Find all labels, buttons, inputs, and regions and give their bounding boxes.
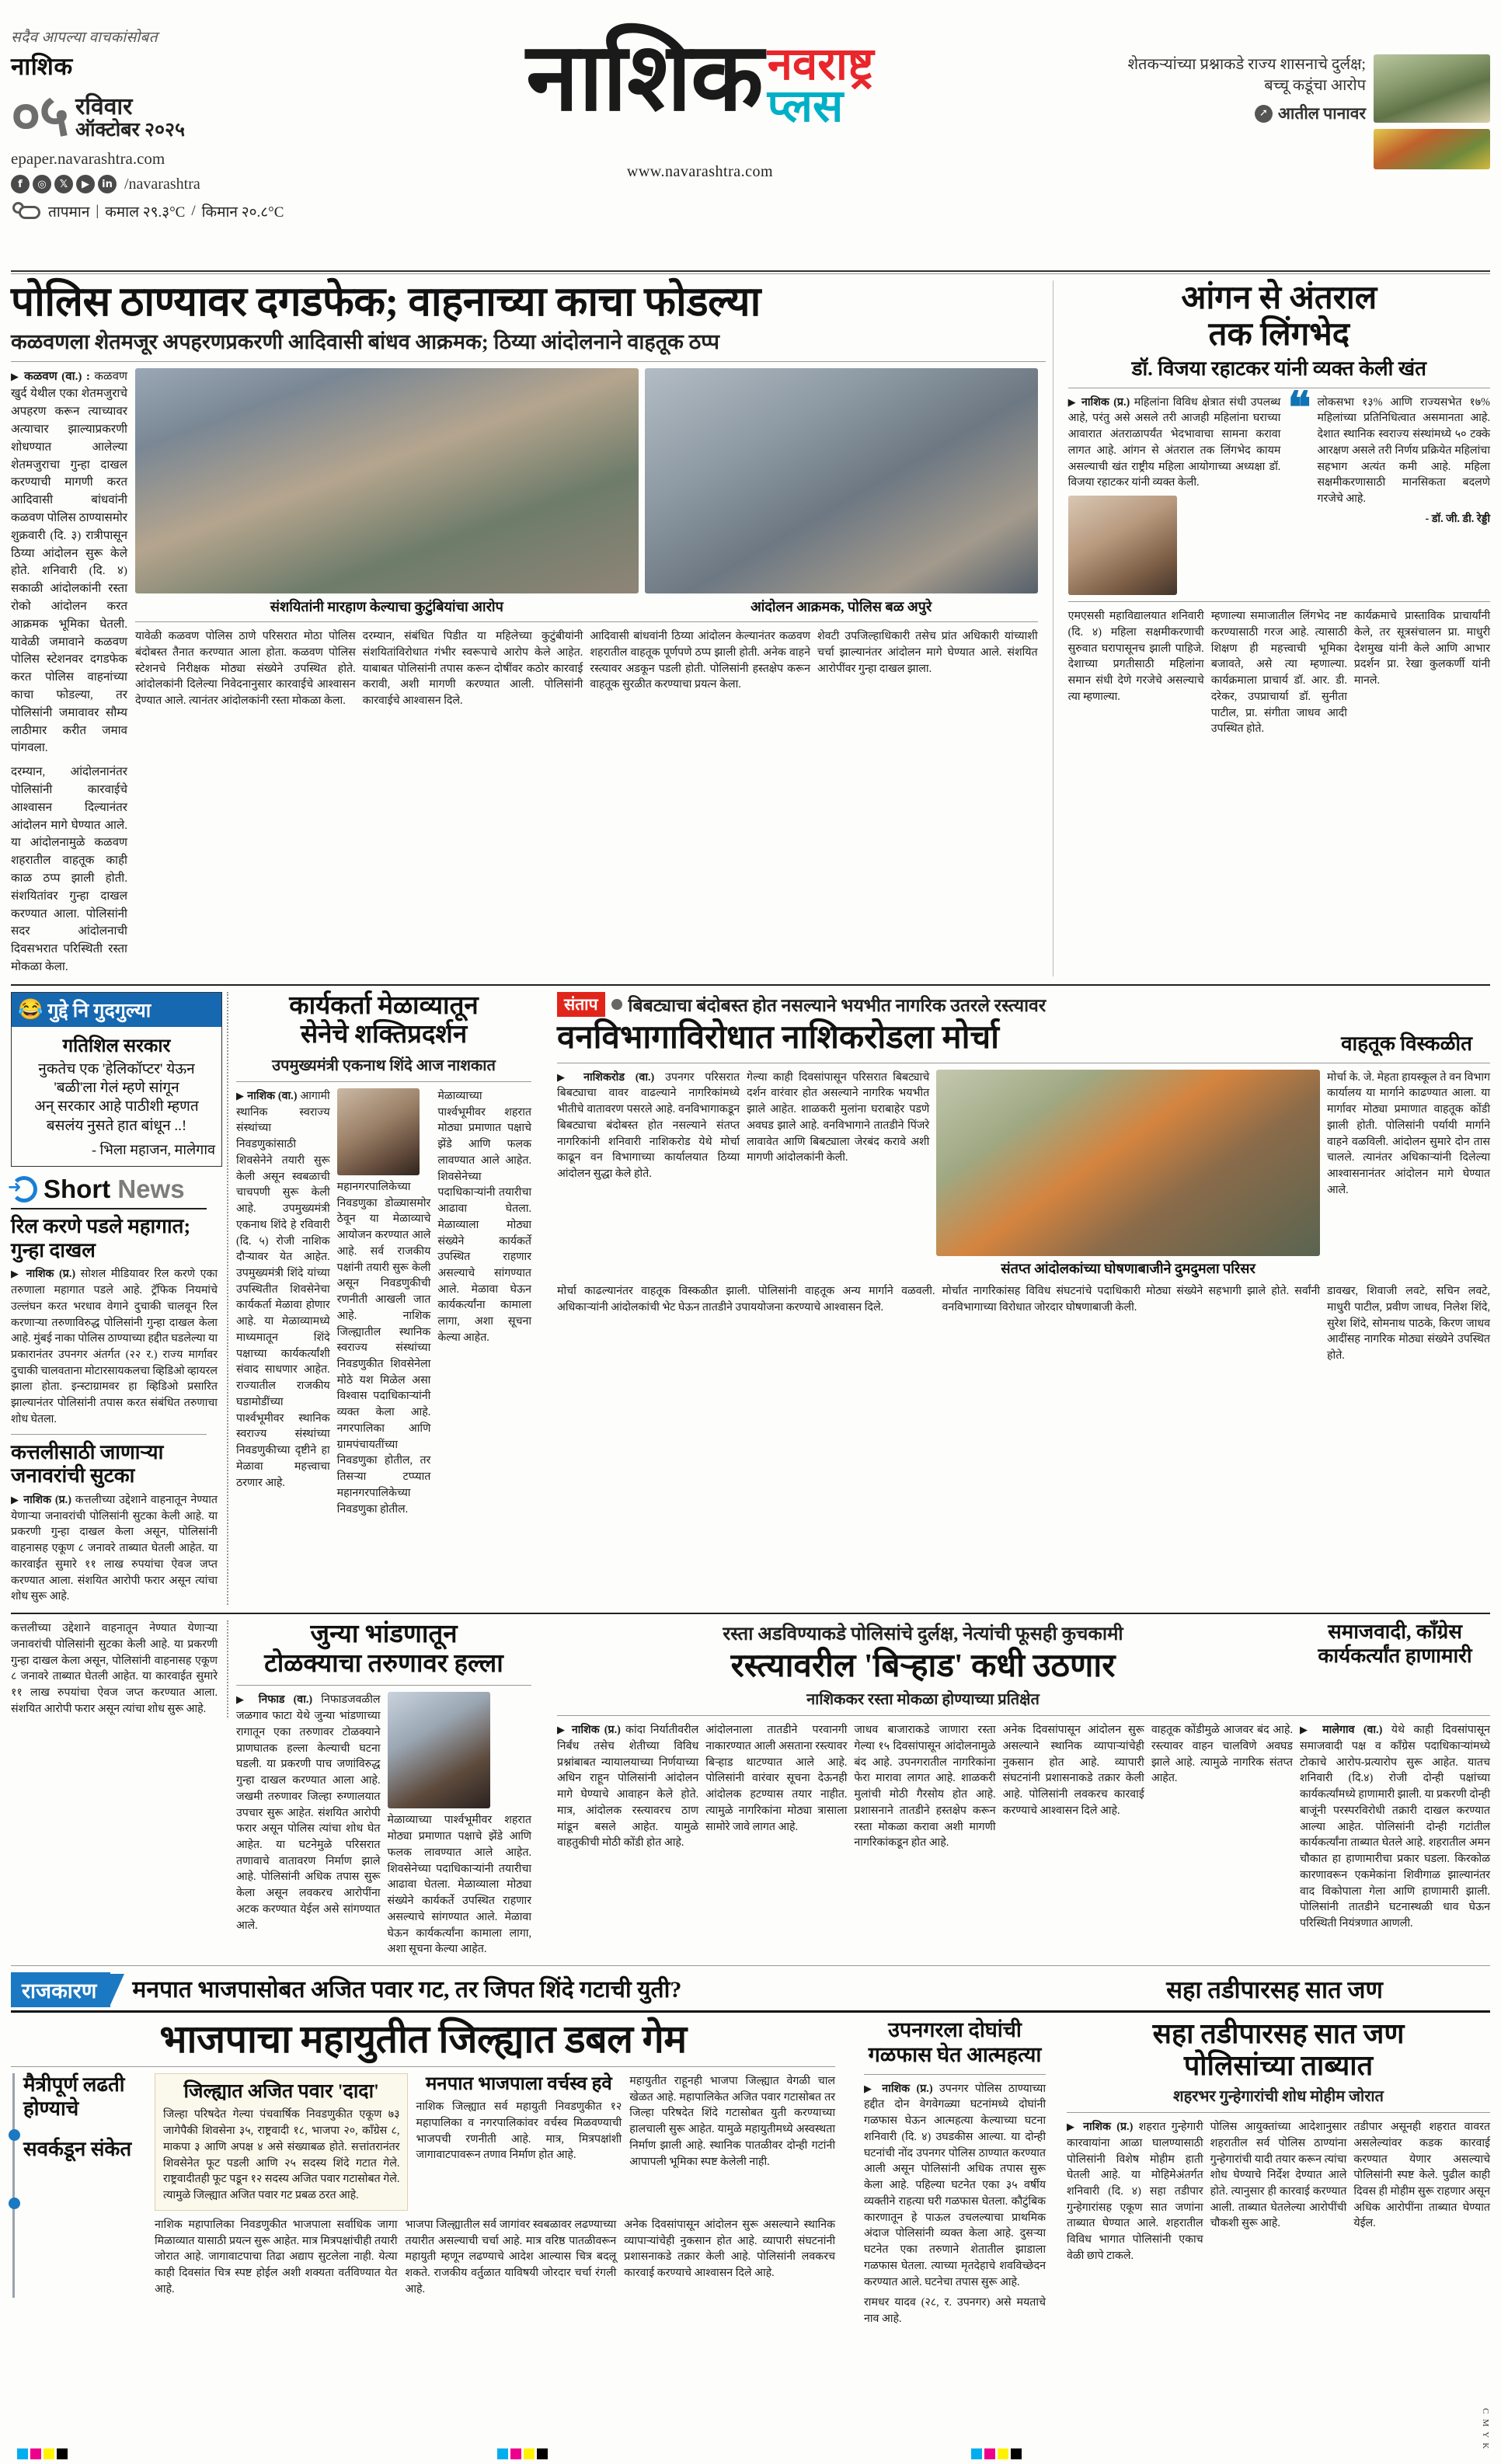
suicide-story: उपनगरला दोघांची गळफास घेत आत्महत्या ▶ नाशिक (प्र.) उपनगर पोलिस ठाण्याच्या हद्दीत दोन वेगवेगळ्या घटनांमध्ये दोघांनी गळफास घेऊन आत्महत्या केल्याच्या घटना शनिवारी (दि. ४) उघडकीस आल्या. या दोन्ही घटनांची नोंद उपनगर पोलिस ठाण्यात करण्यात आली असून पोलिसांनी अधिक तपास सुरू केला आहे. पहिल्या घटनेत एका ३५ वर्षीय व्यक्तीने राहत्या घरी गळफास घेतला. कौटुंबिक कारणातून हे पाऊल उचलल्याचा प्राथमिक अंदाज पोलिसांनी व्यक्त केला आहे. दुसऱ्या घटनेत एका तरुणाने शेतातील झाडाला गळफास घेतला. त्याच्या मृतदेहाचे शवविच्छेदन करण्यात आले. घटनेचा तपास सुरू आहे. रामधर यादव (२८, र. उपनगर) असे मयताचे नाव आहे. bbox=[858, 2018, 1052, 2327]
morcha-kicker: बिबट्याचा बंदोबस्त होत नसल्याने भयभीत नागरिक उतरले रस्त्यावर bbox=[628, 995, 1047, 1015]
bjp-col-1: महायुतीत राहूनही भाजपा जिल्ह्यात वेगळी चाल खेळत आहे. महापालिकेत अजित पवार गटासोबत तर जिल्हा परिषदेत शिंदे गटासोबत युती करण्याच्या हालचाली सुरू आहेत. यामुळे महायुतीमध्ये अस्वस्थता निर्माण झाली आहे. स्थानिक पातळीवर दोन्ही गटांनी आपापली भूमिका स्पष्ट केलेली नाही. bbox=[629, 2074, 835, 2168]
police-headline-line1: सहा तडीपारसह सात जण bbox=[1166, 1975, 1383, 2003]
bjp-info-box bbox=[155, 2073, 408, 2211]
logo-brand-plus: प्लस bbox=[767, 81, 844, 132]
left-rail bbox=[11, 992, 228, 1605]
promo-text: शेतकऱ्यांच्या प्रश्नाकडे राज्य शासनाचे दुर्लक्ष; बच्चू कडूंचा आरोप bbox=[1127, 56, 1366, 94]
arrow-icon: ➚ bbox=[1255, 105, 1273, 123]
joke-box bbox=[11, 992, 222, 1167]
lingbhed-body bbox=[1068, 608, 1490, 737]
short-news-header bbox=[11, 1175, 227, 1204]
socialist-dateline: मालेगाव (वा.) bbox=[1322, 1724, 1383, 1737]
attack-headline-line2: टोळक्याचा तरुणावर हल्ला bbox=[264, 1649, 503, 1678]
lead-story bbox=[11, 280, 1046, 976]
sun-cloud-icon bbox=[11, 201, 42, 221]
date-number: ०५ bbox=[11, 85, 68, 148]
lead-caption-left: संशयितांनी मारहाण केल्याचा कुटुंबियांचा आरोप bbox=[270, 598, 503, 614]
suicide-headline-line1: उपनगरला दोघांची bbox=[888, 2017, 1022, 2041]
temp-label: तापमान bbox=[48, 204, 90, 221]
bjp-col-3: भाजपा जिल्ह्यातील सर्व जागांवर स्वबळावर लढण्याच्या तयारीत असल्याची चर्चा आहे. मात्र वरिष्ठ पातळीवरून महायुती म्हणून लढण्याचे आदेश आल्यास चित्र बदलू शकते. राजकीय वर्तुळात याविषयी जोरदार चर्चा रंगली आहे. bbox=[405, 2218, 617, 2295]
morcha-col-2: गेल्या काही दिवसांपासून परिसरात बिबट्याचे दर्शन वारंवार होत असल्याने नागरिक भयभीत झाले आहेत. शाळकरी मुलांना घराबाहेर पडणे अवघड झाले आहे. वनविभागाने तातडीने पिंजरे लावावेत आणि बिबट्याला जेरबंद करावे अशी मागणी आंदोलकांनी केली. bbox=[747, 1070, 930, 1164]
morcha-side-headline: वाहतूक विस्कळीत bbox=[1341, 1032, 1472, 1056]
lingbhed-headline-line1: आंगन से अंतराल bbox=[1181, 280, 1377, 316]
lingbhed-headline-line2: तक लिंगभेद bbox=[1208, 317, 1350, 353]
bjp-col-4: अनेक दिवसांपासून आंदोलन सुरू असल्याने स्थानिक व्यापाऱ्यांचेही नुकसान होत आहे. व्यापारी संघटनांनी प्रशासनाकडे तक्रार केली आहे. पोलिसांनी लवकरच कारवाई करण्याचे आश्वासन दिले आहे. bbox=[624, 2218, 836, 2280]
shinde-col-3: मेळाव्याच्या पार्श्वभूमीवर शहरात मोठ्या प्रमाणात पक्षाचे झेंडे आणि फलक लावण्यात आले आहेत. शिवसेनेच्या पदाधिकाऱ्यांनी तयारीचा आढावा घेतला. मेळाव्याला मोठ्या संख्येने कार्यकर्ते उपस्थित राहणार असल्याचे सांगण्यात आले. मेळावा घेऊन कार्यकर्त्यांना कामाला लागा, अशा सूचना केल्या आहेत. bbox=[437, 1089, 532, 1344]
bjp-col-2: नाशिक महापालिका निवडणुकीत भाजपाला सर्वाधिक जागा मिळाव्यात यासाठी प्रयत्न सुरू आहेत. मात्र मित्रपक्षांचीही तयारी जोरात आहे. जागावाटपाचा तिढा अद्याप सुटलेला नाही. येत्या काही दिवसांत चित्र स्पष्ट होईल अशी शक्यता वर्तविण्यात येत आहे. bbox=[155, 2218, 398, 2295]
socialist-headline-line2: कार्यकर्त्यांत हाणामारी bbox=[1318, 1644, 1472, 1667]
masthead-right bbox=[1109, 9, 1490, 169]
cmyk-bar-right bbox=[971, 2448, 1022, 2459]
logo-brand-navarashtra: नवराष्ट्र bbox=[767, 39, 874, 89]
joke-box-header bbox=[12, 993, 221, 1027]
lingbhed-subhead: डॉ. विजया रहाटकर यांनी व्यक्त केली खंत bbox=[1131, 357, 1427, 381]
bjp-box-body: जिल्हा परिषदेत गेल्या पंचवार्षिक निवडणुकीत एकूण ७३ जागेपैकी शिवसेना ३५, राष्ट्रवादी १८, भाजपा २०, काँग्रेस ८, माकपा ३ आणि अपक्ष ४ असे संख्याबळ होते. सत्तांतरानंतर शिवसेनेत फूट पडली आणि २५ सदस्य शिंदे गटात गेले. राष्ट्रवादीतही फूट पडून १२ सदस्य अजित पवार गटासोबत गेले. त्यामुळे जिल्ह्यात अजित पवार गट प्रबळ ठरत आहे. bbox=[163, 2108, 400, 2202]
masthead-logo bbox=[291, 24, 1109, 132]
lead-body-col-1: यावेळी कळवण पोलिस ठाणे परिसरात मोठा पोलिस बंदोबस्त तैनात करण्यात आला होता. कळवण पोलिस स्टेशनचे निरीक्षक मोठ्या संख्येने उपस्थित होते. आंदोलकांनी दिलेल्या निवेदनानुसार कारवाईचे आश्वासन देण्यात आले. त्यानंतर आंदोलकांनी रस्ता मोकळा केला. bbox=[135, 630, 356, 708]
shinde-headline-line2: सेनेचे शक्तिप्रदर्शन bbox=[300, 1021, 468, 1049]
temp-min: किमान २०.८°C bbox=[201, 204, 284, 221]
weather-block bbox=[11, 201, 291, 221]
header-rule-thin bbox=[11, 273, 1490, 274]
masthead-center bbox=[291, 9, 1109, 181]
police-col-1: शहरात गुन्हेगारी कारवायांना आळा घालण्यासाठी पोलिसांनी विशेष मोहीम हाती घेतली आहे. या मोहिमेअंतर्गत शनिवारी (दि. ४) सहा तडीपार गुन्हेगारांसह एकूण सात जणांना ताब्यात घेण्यात आले. शहरातील विविध भागात पोलिसांनी एकाच वेळी छापे टाकले. bbox=[1067, 2121, 1203, 2262]
morcha-side-names: डावखर, शिवाजी लवटे, सचिन लवटे, माधुरी पाटील, प्रवीण जाधव, निलेश शिंदे, सुरेश शिंदे, सोमनाथ पाठके, किरण जाधव आदींसह नागरिक मोठ्या संख्येने उपस्थित होते. bbox=[1327, 1285, 1490, 1363]
morcha-headline: वनविभागाविरोधात नाशिकरोडला मोर्चा bbox=[557, 1019, 1000, 1056]
short-news-item-2: कत्तलीसाठी जाणाऱ्या जनावरांची सुटका ▶ नाशिक (प्र.) कत्तलीच्या उद्देशाने वाहनातून नेण्यात येणाऱ्या जनावरांची पोलिसांनी सुटका केली आहे. या प्रकरणी गुन्हा दाखल केला असून, पोलिसांनी वाहनासह एकूण ८ जनावरे ताब्यात घेतली आहेत. या कारवाईत सुमारे ११ लाख रुपयांचा ऐवज जप्त करण्यात आला. संशयित आरोपी फरार असून त्यांचा शोध सुरू आहे. bbox=[11, 1440, 218, 1603]
lingbhed-body-col-2: म्हणाल्या समाजातील लिंगभेद नष्ट करण्यासाठी गरज आहे. त्यासाठी शिक्षण ही महत्त्वाची भूमिका बजावते, असे त्या म्हणाल्या. कार्यक्रमाला प्राचार्य डॉ. आर. डी. दरेकर, उपप्राचार्या डॉ. सुनीता पाटील, प्रा. संगीता जाधव आदी उपस्थित होते. bbox=[1210, 610, 1347, 736]
masthead-left bbox=[11, 9, 291, 221]
band-two bbox=[11, 992, 1490, 1605]
band-three bbox=[11, 1620, 1490, 1958]
shinde-col-1: आगामी स्थानिक स्वराज्य संस्थांच्या निवडणुकांसाठी शिवसेनेने तयारी सुरू केली असून स्वबळाची चाचपणी सुरू केली आहे. उपमुख्यमंत्री एकनाथ शिंदे हे रविवारी (दि. ५) रोजी नाशिक दौऱ्यावर येत आहेत. उपमुख्यमंत्री शिंदे यांच्या उपस्थितीत शिवसेनेचा कार्यकर्ता मेळावा होणार आहे. या मेळाव्यामध्ये माध्यमातून शिंदे पक्षाच्या कार्यकर्त्यांशी संवाद साधणार आहेत. राज्यातील राजकीय घडामोडींच्या पार्श्वभूमीवर स्थानिक स्वराज्य संस्थांच्या निवडणुकीच्या दृष्टीने हा मेळावा महत्त्वाचा ठरणार आहे. bbox=[236, 1089, 330, 1489]
temp-divider: | bbox=[96, 203, 99, 220]
youtube-icon[interactable]: ▶ bbox=[76, 175, 95, 193]
bjp-point-1: मैत्रीपूर्ण लढती bbox=[23, 2072, 125, 2096]
lead-col1-p1: कळवण खुर्द येथील एका शेतमजुराचे अपहरण करून त्याच्यावर अत्याचार झाल्याप्रकरणी शोधण्यात आलेल्या शेतमजुराचा गुन्हा दाखल करण्याची मागणी करत आदिवासी बांधवांनी कळवण पोलिस ठाण्यासमोर शुक्रवारी (दि. ३) रात्रीपासून ठिय्या आंदोलन सुरू केले होते. शनिवारी (दि. ४) सकाळी आंदोलकांनी रस्ता रोको आंदोलन करत आक्रमक भूमिका घेतली. यावेळी जमावाने कळवण पोलिस स्टेशनवर दगडफेक करत पोलिस वाहनांच्या काचा फोडल्या, तर पोलिसांनी जमावावर सौम्य लाठीमार करीत जमाव पांगवला. bbox=[11, 369, 128, 755]
short-news-label-short: Short bbox=[44, 1174, 111, 1203]
inner-page-label: आतील पानावर bbox=[1277, 104, 1366, 123]
joke-line-1: नुकतेच एक 'हेलिकॉप्टर' येऊन 'बळी'ला गेलं म्हणे सांगून bbox=[38, 1060, 195, 1097]
morcha-col-3: मोर्चा काढल्यानंतर वाहतूक विस्कळीत झाली. पोलिसांनी वाहतूक अन्य मार्गाने वळवली. अधिकाऱ्यांनी आंदोलकांची भेट घेऊन तातडीने उपाययोजना करण्याचे आश्वासन दिले. bbox=[557, 1285, 935, 1314]
morcha-caption: संतप्त आंदोलकांच्या घोषणाबाजीने दुमदुमला परिसर bbox=[1001, 1260, 1255, 1276]
socialist-body: येथे काही दिवसांपासून समाजवादी पक्ष व काँग्रेस पदाधिकाऱ्यांमध्ये टोकाचे आरोप-प्रत्यारोप सुरू आहेत. यातच शनिवारी (दि.४) रोजी दोन्ही पक्षांच्या कार्यकर्त्यांमध्ये हाणामारी झाली. या प्रकरणी दोन्ही बाजूंनी परस्परविरोधी तक्रारी दाखल करण्यात आल्या आहेत. पोलिसांनी दोन्ही गटांतील कार्यकर्त्यांना ताब्यात घेतले आहे. शहरातील अमन चौकात हा हाणामारीचा प्रकार घडला. किरकोळ कारणावरून एकमेकांना शिवीगाळ झाल्यानंतर वाद विकोपाला गेला आणि हाणामारी झाली. पोलिसांनी तातडीने घटनास्थळी धाव घेऊन परिस्थिती नियंत्रणात आणली. bbox=[1300, 1724, 1491, 1930]
website-url[interactable]: www.navarashtra.com bbox=[626, 163, 774, 181]
lead-caption-right: आंदोलन आक्रमक, पोलिस बळ अपुरे bbox=[750, 598, 932, 614]
short-news-headline-2: कत्तलीसाठी जाणाऱ्या जनावरांची सुटका bbox=[11, 1440, 164, 1488]
facebook-icon[interactable]: f bbox=[11, 175, 30, 193]
short-news-body-2: कत्तलीच्या उद्देशाने वाहनातून नेण्यात येणाऱ्या जनावरांची पोलिसांनी सुटका केली आहे. या प्रकरणी गुन्हा दाखल केला असून, पोलिसांनी वाहनासह एकूण ८ जनावरे ताब्यात घेतली आहेत. या कारवाईत सुमारे ११ लाख रुपयांचा ऐवज जप्त करण्यात आला. संशयित आरोपी फरार असून त्यांचा शोध सुरू आहे. bbox=[11, 1494, 218, 1603]
short-news-item-1: रिल करणे पडले महागात; गुन्हा दाखल ▶ नाशिक (प्र.) सोशल मीडियावर रिल करणे एका तरुणाला महागात पडले आहे. ट्रॅफिक नियमांचे उल्लंघन करत भरधाव वेगाने दुचाकी चालवून रिल करणाऱ्या तरुणाविरुद्ध पोलिसांनी गुन्हा दाखल केला आहे. मुंबई नाका पोलिस ठाण्याच्या हद्दीत घडलेल्या या प्रकारानंतर उपनगर अंतर्गत (२२ र.) राज्य मार्गावर दुचाकी चालवताना मोटारसायकलचा व्हिडिओ व्हायरल झाला होता. इन्स्टाग्रामवर हा व्हिडिओ प्रसारित झाल्यानंतर पोलिसांनी तपास करत संबंधित तरुणाचा शोध घेतला. bbox=[11, 1214, 218, 1425]
bjp-headline: भाजपाचा महायुतीत जिल्ह्यात डबल गेम bbox=[159, 2017, 687, 2061]
shinde-col-2: महानगरपालिकेच्या निवडणुका डोळ्यासमोर ठेवून या मेळाव्याचे आयोजन करण्यात आले आहे. सर्व राजकीय पक्षांनी तयारी सुरू केली असून निवडणुकीची रणनीती आखली जात आहे. नाशिक जिल्ह्यातील स्थानिक स्वराज्य संस्थांच्या निवडणुकीत शिवसेनेला मोठे यश मिळेल असा विश्वास पदाधिकाऱ्यांनी व्यक्त केला आहे. नगरपालिका आणि ग्रामपंचायतींच्या निवडणुका होतील, तर तिसऱ्या टप्प्यात महानगरपालिकेच्या निवडणुका होतील. bbox=[336, 1180, 431, 1516]
lingbhed-story bbox=[1060, 280, 1490, 976]
morcha-photo bbox=[936, 1070, 1320, 1256]
police-col-2: पोलिस आयुक्तांच्या आदेशानुसार शहरातील सर्व पोलिस ठाण्यांना गुन्हेगारांची यादी तयार करून त्यांचा शोध घेण्याचे निर्देश देण्यात आले होते. त्यानुसार ही कारवाई करण्यात आली. ताब्यात घेतलेल्या आरोपींची चौकशी सुरू आहे. bbox=[1210, 2121, 1347, 2230]
date-block bbox=[11, 85, 291, 148]
lingbhed-portrait-photo bbox=[1068, 496, 1281, 595]
lead-body-col-4: शेवटी उपजिल्हाधिकारी तसेच प्रांत अधिकारी यांच्याशी चर्चा झाल्यानंतर आंदोलन मागे घेण्यात आले. संशयित आरोपींवर गुन्हा दाखल झाला. bbox=[817, 630, 1038, 675]
suicide-headline-line2: गळफास घेत आत्महत्या bbox=[868, 2042, 1042, 2066]
joke-author: - भिला महाजन, मालेगाव bbox=[92, 1141, 215, 1157]
lead-body-columns bbox=[135, 628, 1038, 709]
lead-body-col-2: दरम्यान, संबंधित पिडीत या महिलेच्या कुटुंबीयांनी संशयितांविरोधात गंभीर स्वरूपाचे आरोप केले आहेत. याबाबत पोलिसांनी तपास करून दोषींवर कठोर कारवाई करावी, अशी मागणी करण्यात आली. पोलिसांनी कारवाईचे आश्वासन दिले. bbox=[362, 630, 583, 708]
bjp-point-2: होण्याचे bbox=[23, 2097, 79, 2120]
police-col-3: तडीपार असूनही शहरात वावरत असलेल्यांवर कडक कारवाई करण्यात येणार असल्याचे पोलिसांनी स्पष्ट केले. पुढील काही दिवस ही मोहीम सुरू राहणार असून अधिक आरोपींना ताब्यात घेण्यात येईल. bbox=[1353, 2121, 1491, 2230]
social-handle: /navarashtra bbox=[124, 175, 200, 193]
bihad-headline: रस्त्यावरील 'बिऱ्हाड' कधी उठणार bbox=[730, 1648, 1116, 1685]
attack-headline-line1: जुन्या भांडणातून bbox=[310, 1620, 458, 1649]
lead-body-col-3: आदिवासी बांधवांनी ठिय्या आंदोलन केल्यानंतर कळवण शहरातील वाहतूक पूर्णपणे ठप्प झाली होती. अनेक वाहने रस्त्यावर अडकून पडली होती. पोलिसांनी हस्तक्षेप करून वाहतूक सुरळीत करण्याचा प्रयत्न केला. bbox=[590, 630, 810, 691]
bihad-col-3: जाधव बाजाराकडे जाणारा रस्ता गेल्या १५ दिवसांपासून आंदोलनामुळे बंद आहे. उपनगरातील नागरिकांना फेरा मारावा लागत आहे. शाळकरी मुलांची मोठी गैरसोय होत आहे. प्रशासनाने तातडीने हस्तक्षेप करून रस्ता मोकळा करावा अशी मागणी नागरिकांकडून होत आहे. bbox=[854, 1724, 996, 1850]
attack-body: निफाडजवळील जळगाव फाटा येथे जुन्या भांडणाच्या रागातून एका तरुणावर टोळक्याने प्राणघातक हल्ला केल्याची घटना घडली. या प्रकरणी पाच जणांविरुद्ध गुन्हा दाखल करण्यात आला आहे. जखमी तरुणावर जिल्हा रुग्णालयात उपचार सुरू आहेत. संशयित आरोपी फरार असून पोलिस त्यांचा शोध घेत आहेत. या घटनेमुळे परिसरात तणावाचे वातावरण निर्माण झाले आहे. पोलिसांनी अधिक तपास सुरू केला असून लवकरच आरोपींना अटक करण्यात येईल असे सांगण्यात आले. bbox=[236, 1693, 381, 1932]
short-news-label-news: News bbox=[117, 1174, 185, 1203]
lead-band bbox=[11, 280, 1490, 976]
lead-col1-p2: दरम्यान, आंदोलनानंतर पोलिसांनी कारवाईचे आश्वासन दिल्यानंतर आंदोलन मागे घेण्यात आले. या आंदोलनामुळे कळवण शहरातील वाहतूक काही काळ ठप्प झाली होती. संशयितांवर गुन्हा दाखल करण्यात आला. पोलिसांनी सदर आंदोलनाची दिवसभरात परिस्थिती रस्ता मोकळा केला. bbox=[11, 765, 127, 973]
linkedin-icon[interactable]: in bbox=[98, 175, 117, 193]
attack-body-2: मेळाव्याच्या पार्श्वभूमीवर शहरात मोठ्या प्रमाणात पक्षाचे झेंडे आणि फलक लावण्यात आले आहेत. शिवसेनेच्या पदाधिकाऱ्यांनी तयारीचा आढावा घेतला. मेळाव्याला मोठ्या संख्येने कार्यकर्ते उपस्थित राहणार असल्याचे सांगण्यात आले. मेळावा घेऊन कार्यकर्त्यांना कामाला लागा, अशा सूचना केल्या आहेत. bbox=[387, 1814, 531, 1956]
bjp-col2-body: नाशिक जिल्ह्यात सर्व महायुती निवडणुकीत १२ महापालिका व नगरपालिकांवर वर्चस्व मिळवण्याची भाजपची रणनीती आहे. मात्र, मित्रपक्षांशी जागावाटपावरून तणाव निर्माण होत आहे. bbox=[416, 2100, 622, 2162]
lead-dateline: कळवण (वा.) : bbox=[24, 369, 90, 383]
lead-photos bbox=[135, 368, 1038, 593]
bihad-col-4: अनेक दिवसांपासून आंदोलन सुरू असल्याने स्थानिक व्यापाऱ्यांचेही नुकसान होत आहे. व्यापारी संघटनांनी प्रशासनाकडे तक्रार केली आहे. पोलिसांनी लवकरच कारवाई करण्याचे आश्वासन दिले आहे. bbox=[1002, 1724, 1144, 1817]
lead-photo-police-station bbox=[645, 368, 1038, 593]
masthead bbox=[11, 9, 1490, 266]
cmyk-label: C M Y K bbox=[1481, 2407, 1490, 2450]
joke-line-2: अन् सरकार आहे पाठीशी म्हणत बसलंय नुसते हात बांधून ..! bbox=[34, 1098, 199, 1134]
police-story: सहा तडीपारसह सात जण पोलिसांच्या ताब्यात शहरभर गुन्हेगारांची शोध मोहीम जोरात ▶ नाशिक (प्र.) शहरात गुन्हेगारी कारवायांना आळा घालण्यासाठी पोलिसांनी विशेष मोहीम हाती घेतली आहे. या मोहिमेअंतर्गत शनिवारी (दि. ४) सहा तडीपार गुन्हेगारांसह एकूण सात जणांना ताब्यात घेण्यात आले. शहरातील विविध भागात पोलिसांनी एकाच वेळी छापे टाकले. पोलिस आयुक्तांच्या आदेशानुसार शहरातील सर्व पोलिस ठाण्यांना गुन्हेगारांची यादी तयार करून त्यांचा शोध घेण्याचे निर्देश देण्यात आले होते. त्यानुसार ही कारवाई करण्यात आली. ताब्यात घेतलेल्या आरोपींची चौकशी सुरू आहे. तडीपार असूनही शहरात वावरत असलेल्यांवर कडक कारवाई करण्यात येणार असल्याचे पोलिसांनी स्पष्ट केले. पुढील काही दिवस ही मोहीम सुरू राहणार असून अधिक आरोपींना ताब्यात घेण्यात येईल. bbox=[1067, 2018, 1490, 2264]
shinde-story: कार्यकर्ता मेळाव्यातून सेनेचे शक्तिप्रदर्शन उपमुख्यमंत्री एकनाथ शिंदे आज नाशकात ▶ नाशिक (वा.) आगामी स्थानिक स्वराज्य संस्थांच्या निवडणुकांसाठी शिवसेनेने तयारी सुरू केली असून स्वबळाची चाचपणी सुरू केली आहे. उपमुख्यमंत्री एकनाथ शिंदे हे रविवारी (दि. ५) रोजी नाशिक दौऱ्यावर येत आहेत. उपमुख्यमंत्री शिंदे यांच्या उपस्थितीत शिवसेनेचा कार्यकर्ता मेळावा होणार आहे. या मेळाव्यामध्ये माध्यमातून शिंदे पक्षाच्या कार्यकर्त्यांशी संवाद साधणार आहेत. राज्यातील राजकीय घडामोडींच्या पार्श्वभूमीवर स्थानिक स्वराज्य संस्थांच्या निवडणुकीच्या दृष्टीने हा मेळावा महत्त्वाचा ठरणार आहे. महानगरपालिकेच्या निवडणुका डोळ्यासमोर ठेवून या मेळाव्याचे आयोजन करण्यात आले आहे. सर्व राजकीय पक्षांनी तयारी सुरू केली असून निवडणुकीची रणनीती आखली जात आहे. नाशिक जिल्ह्यातील स्थानिक स्वराज्य संस्थांच्या निवडणुकीत शिवसेनेला मोठे यश मिळेल असा विश्वास पदाधिकाऱ्यांनी व्यक्त केला आहे. नगरपालिका आणि ग्रामपंचायतींच्या निवडणुका होतील, तर तिसऱ्या टप्प्यात महानगरपालिकेच्या निवडणुका होतील. मेळाव्याच्या पार्श्वभूमीवर शहरात मोठ्या प्रमाणात पक्षाचे झेंडे आणि फलक लावण्यात आले आहेत. शिवसेनेच्या पदाधिकाऱ्यांनी तयारीचा आढावा घेतला. मेळाव्याला मोठ्या संख्येने कार्यकर्ते उपस्थित राहणार असल्याचे सांगण्यात आले. मेळावा घेऊन कार्यकर्त्यांना कामाला लागा, अशा सूचना केल्या आहेत. bbox=[228, 992, 539, 1518]
bullet-triangle-icon-2: ▶ bbox=[1067, 395, 1078, 408]
suicide-dateline: नाशिक (प्र.) bbox=[882, 2082, 933, 2095]
lingbhed-body-col-3: कार्यक्रमाचे प्रास्ताविक प्राचार्यांनी केले, तर सूत्रसंचालन प्रा. माधुरी देशमुख यांनी केले आणि आभार प्रदर्शन प्रा. रेखा कुलकर्णी यांनी मानले. bbox=[1353, 610, 1491, 687]
morcha-story: संताप बिबट्याचा बंदोबस्त होत नसल्याने भयभीत नागरिक उतरले रस्त्यावर वनविभागाविरोधात नाशिकरोडला मोर्चा वाहतूक विस्कळीत ▶ नाशिकरोड (वा.) उपनगर परिसरात बिबट्याचा वावर वाढल्याने नागरिकांमध्ये भीतीचे वातावरण पसरले आहे. वनविभागाकडून बिबट्याचा बंदोबस्त होत नसल्याने संतप्त नागरिकांनी शनिवारी नाशिकरोड येथे मोर्चा काढून वन विभागाच्या कार्यालयात ठिय्या आंदोलन सुद्धा केले होते. गेल्या काही दिवसांपासून परिसरात बिबट्याचे दर्शन वारंवार होत असल्याने नागरिक भयभीत झाले आहेत. शाळकरी मुलांना घराबाहेर पडणे अवघड झाले आहे. वनविभागाने तातडीने पिंजरे लावावेत आणि बिबट्याला जेरबंद करावे अशी मागणी आंदोलकांनी केली. संतप्त आंदोलकांच्या घोषणाबाजीने दुमदुमला परिसर मोर्चा के. जे. मेहता हायस्कूल ते वन विभाग कार्यालय या मार्गाने काढण्यात आला. या मार्गावर मोठ्या प्रमाणात वाहतूक कोंडी झाली होती. पोलिसांनी पर्यायी मार्गाने वाहने वळविली. आंदोलन सुमारे दोन तास चालले. त्यानंतर अधिकाऱ्यांनी दिलेल्या आश्वासनानंतर आंदोलन मागे घेण्यात आले. मोर्चा काढल्यानंतर वाहतूक विस्कळीत झाली. पोलिसांनी वाहतूक अन्य मार्गाने वळवली. अधिकाऱ्यांनी आंदोलकांची भेट घेऊन तातडीने उपाययोजना करण्याचे आश्वासन दिले. मोर्चात नागरिकांसह विविध संघटनांचे पदाधिकारी मोठ्या संख्येने सहभागी झाले होते. सर्वांनी वनविभागाच्या विरोधात जोरदार घोषणाबाजी केली. डावखर, शिवाजी लवटे, सचिन लवटे, माधुरी पाटील, प्रवीण जाधव, निलेश शिंदे, सुरेश शिंदे, सोमनाथ पाठके, किरण जाधव आदींसह नागरिक मोठ्या संख्येने उपस्थित होते. bbox=[554, 992, 1490, 1364]
x-twitter-icon[interactable]: 𝕏 bbox=[54, 175, 73, 193]
suicide-body: उपनगर पोलिस ठाण्याच्या हद्दीत दोन वेगवेगळ्या घटनांमध्ये दोघांनी गळफास घेऊन आत्महत्या केल्याच्या घटना शनिवारी (दि. ४) उघडकीस आल्या. या दोन्ही घटनांची नोंद उपनगर पोलिस ठाण्यात करण्यात आली असून पोलिसांनी अधिक तपास सुरू केला आहे. पहिल्या घटनेत एका ३५ वर्षीय व्यक्तीने राहत्या घरी गळफास घेतला. कौटुंबिक कारणातून हे पाऊल उचलल्याचा प्राथमिक अंदाज पोलिसांनी व्यक्त केला आहे. दुसऱ्या घटनेत एका तरुणाने शेतातील झाडाला गळफास घेतला. त्याच्या मृतदेहाचे शवविच्छेदन करण्यात आले. घटनेचा तपास सुरू आहे. bbox=[864, 2082, 1047, 2288]
attack-story: जुन्या भांडणातून टोळक्याचा तरुणावर हल्ला ▶ निफाड (वा.) निफाडजवळील जळगाव फाटा येथे जुन्या भांडणाच्या रागातून एका तरुणावर टोळक्याने प्राणघातक हल्ला केल्याची घटना घडली. या प्रकरणी पाच जणांविरुद्ध गुन्हा दाखल करण्यात आला आहे. जखमी तरुणावर जिल्हा रुग्णालयात उपचार सुरू आहेत. संशयित आरोपी फरार असून पोलिस त्यांचा शोध घेत आहेत. या घटनेमुळे परिसरात तणावाचे वातावरण निर्माण झाले आहे. पोलिसांनी अधिक तपास सुरू केला असून लवकरच आरोपींना अटक करण्यात येईल असे सांगण्यात आले. मेळाव्याच्या पार्श्वभूमीवर शहरात मोठ्या प्रमाणात पक्षाचे झेंडे आणि फलक लावण्यात आले आहेत. शिवसेनेच्या पदाधिकाऱ्यांनी तयारीचा आढावा घेतला. मेळाव्याला मोठ्या संख्येने कार्यकर्ते उपस्थित राहणार असल्याचे सांगण्यात आले. मेळावा घेऊन कार्यकर्त्यांना कामाला लागा, अशा सूचना केल्या आहेत. bbox=[228, 1620, 539, 1958]
lingbhed-dateline: नाशिक (प्र.) bbox=[1081, 395, 1130, 409]
edition-city: नाशिक bbox=[11, 53, 73, 80]
bihad-subhead: नाशिककर रस्ता मोकळा होण्याच्या प्रतिक्षेत bbox=[806, 1691, 1040, 1709]
santap-tag: संताप bbox=[557, 992, 605, 1017]
social-links[interactable] bbox=[11, 175, 291, 193]
rajkaran-tag: राजकारण bbox=[11, 1972, 110, 2007]
morcha-col-4: मोर्चात नागरिकांसह विविध संघटनांचे पदाधिकारी मोठ्या संख्येने सहभागी झाले होते. सर्वांनी वनविभागाच्या विरोधात जोरदार घोषणाबाजी केली. bbox=[942, 1285, 1320, 1314]
lingbhed-body-col-1: एमएससी महाविद्यालयात शनिवारी (दि. ४) महिला सक्षमीकरणाची सुरुवात घरापासूनच झाली पाहिजे. देशाच्या प्रगतीसाठी महिलांना समान संधी देणे गरजेचे असल्याचे त्या म्हणाल्या. bbox=[1067, 610, 1204, 703]
temp-max: कमाल २९.३°C bbox=[105, 204, 186, 221]
lead-photo-protest bbox=[135, 368, 639, 593]
morcha-dateline: नाशिकरोड (वा.) bbox=[583, 1070, 655, 1084]
lead-headline: पोलिस ठाण्यावर दगडफेक; वाहनाच्या काचा फोडल्या bbox=[11, 280, 761, 325]
attack-dateline: निफाड (वा.) bbox=[258, 1693, 313, 1707]
politics-banner bbox=[11, 1972, 1490, 2007]
short-news-headline-1: रिल करणे पडले महागात; गुन्हा दाखल bbox=[11, 1214, 191, 1262]
bihad-col-2: आंदोलनाला तातडीने परवानगी नाकारण्यात आली असताना रस्त्यावर बिऱ्हाड थाटण्यात आले आहे. पोलिसांनी वारंवार सूचना देऊनही आंदोलक हटण्यास तयार नाहीत. त्यामुळे नागरिकांना मोठ्या त्रासाला सामोरे जावे लागत आहे. bbox=[705, 1724, 848, 1833]
temp-slash: / bbox=[191, 203, 196, 220]
cmyk-bar-left bbox=[17, 2448, 68, 2459]
bjp-side-points bbox=[11, 2073, 147, 2298]
politics-banner-headline: मनपात भाजपासोबत अजित पवार गट, तर जिपत शिंदे गटाची युती? bbox=[132, 1976, 682, 2003]
band-three-left-filler: कत्तलीच्या उद्देशाने वाहनातून नेण्यात येणाऱ्या जनावरांची पोलिसांनी सुटका केली आहे. या प्रकरणी गुन्हा दाखल केला असून, पोलिसांनी वाहनासह एकूण ८ जनावरे ताब्यात घेतली आहेत. या कारवाईत सुमारे ११ लाख रुपयांचा ऐवज जप्त करण्यात आला. संशयित आरोपी फरार असून त्यांचा शोध सुरू आहे. bbox=[11, 1622, 218, 1715]
band-three-left-spacer bbox=[11, 1620, 228, 1717]
weekday: रविवार bbox=[75, 94, 133, 120]
quote-mark-icon: ❝ bbox=[1287, 384, 1311, 433]
socialist-headline-line1: समाजवादी, काँग्रेस bbox=[1328, 1620, 1462, 1644]
bihad-col-5: वाहतूक कोंडीमुळे आजवर बंद आहे. रस्त्यावर वाहन चालविणे अवघड झाले आहे. त्यामुळे नागरिक संतप्त आहेत. bbox=[1151, 1724, 1294, 1785]
bjp-point-3: सवर्कडून संकेत bbox=[23, 2138, 132, 2161]
bjp-col2-title: मनपात भाजपाला वर्चस्व हवे bbox=[425, 2073, 612, 2094]
police-dateline: नाशिक (प्र.) bbox=[1083, 2121, 1134, 2134]
inner-page-link[interactable] bbox=[1109, 103, 1366, 124]
lingbhed-quote bbox=[1287, 384, 1490, 595]
bihad-dateline: नाशिक (प्र.) bbox=[571, 1724, 621, 1737]
bullet-triangle-icon: ▶ bbox=[11, 370, 20, 382]
laughing-face-icon: 😂 bbox=[18, 997, 44, 1021]
joke-subtitle: गतिशिल सरकार bbox=[62, 1035, 171, 1056]
lead-subhead: कळवणला शेतमजूर अपहरणप्रकरणी आदिवासी बांधव आक्रमक; ठिय्या आंदोलनाने वाहतूक ठप्प bbox=[11, 330, 719, 354]
month-year: ऑक्टोबर २०२५ bbox=[75, 119, 185, 141]
lingbhed-lead: महिलांना विविध क्षेत्रात संधी उपलब्ध आहे, परंतु असे असले तरी आजही महिलांना घराच्या आवारात अंतराळापर्यंत भेदभावाचा सामना करावा लागत आहे. आंगन से अंतराल तक लिंगभेद कायम असल्याची खंत राष्ट्रीय महिला आयोगाच्या अध्यक्षा डॉ. विजया रहाटकर यांनी व्यक्त केली. bbox=[1067, 395, 1281, 489]
shinde-dateline: नाशिक (वा.) bbox=[247, 1089, 298, 1102]
logo-city-name: नाशिक bbox=[526, 24, 763, 130]
bihad-story: रस्ता अडविण्याकडे पोलिसांचे दुर्लक्ष, नेत्यांची फूसही कुचकामी रस्त्यावरील 'बिऱ्हाड' कधी उठणार नाशिककर रस्ता मोकळा होण्याच्या प्रतिक्षेत समाजवादी, काँग्रेस कार्यकर्त्यांत हाणामारी ▶ नाशिक (प्र.) कांदा निर्यातीवरील निर्बंध तसेच शेतीच्या विविध प्रश्नांबाबत न्यायालयाच्या निर्णयाच्या अधिन राहून पोलिसांनी आंदोलन मागे घेण्याचे आवाहन केले होते. मात्र, आंदोलक रस्त्यावरच ठाण मांडून बसले आहेत. यामुळे वाहतुकीची मोठी कोंडी होत आहे. आंदोलनाला तातडीने परवानगी नाकारण्यात आली असताना रस्त्यावर बिऱ्हाड थाटण्यात आले आहे. पोलिसांनी वारंवार सूचना देऊनही आंदोलक हटण्यास तयार नाहीत. त्यामुळे नागरिकांना मोठ्या त्रासाला सामोरे जावे लागत आहे. जाधव बाजाराकडे जाणारा रस्ता गेल्या १५ दिवसांपासून आंदोलनामुळे बंद आहे. उपनगरातील नागरिकांना फेरा मारावा लागत आहे. शाळकरी मुलांची मोठी गैरसोय होत आहे. प्रशासनाने तातडीने हस्तक्षेप करून रस्ता मोकळा करावा अशी मागणी नागरिकांकडून होत आहे. अनेक दिवसांपासून आंदोलन सुरू असल्याने स्थानिक व्यापाऱ्यांचेही नुकसान होत आहे. व्यापारी संघटनांनी प्रशासनाकडे तक्रार केली आहे. पोलिसांनी लवकरच कारवाई करण्याचे आश्वासन दिले आहे. वाहतूक कोंडीमुळे आजवर बंद आहे. रस्त्यावर वाहन चालविणे अवघड झाले आहे. त्यामुळे नागरिक संतप्त आहेत. ▶ मालेगाव (वा.) येथे काही दिवसांपासून समाजवादी पक्ष व काँग्रेस पदाधिकाऱ्यांमध्ये टोकाचे आरोप-प्रत्यारोप सुरू आहेत. यातच शनिवारी (दि.४) रोजी दोन्ही पक्षांच्या कार्यकर्त्यांमध्ये हाणामारी झाली. या प्रकरणी दोन्ही बाजूंनी परस्परविरोधी तक्रारी दाखल करण्यात आल्या आहेत. पोलिसांनी दोन्ही गटांतील कार्यकर्त्यांना ताब्यात घेतले आहे. शहरातील अमन चौकात हा हाणामारीचा प्रकार घडला. किरकोळ कारणावरून एकमेकांना शिवीगाळ झाल्यानंतर वाद विकोपाला गेला आणि हाणामारी झाली. पोलिसांनी तातडीने घटनास्थळी धाव घेऊन परिस्थिती नियंत्रणात आणली. bbox=[554, 1620, 1490, 1932]
police-headline-l2: पोलिसांच्या ताब्यात bbox=[1183, 2050, 1374, 2081]
short-news-dateline-1: नाशिक (प्र.) bbox=[26, 1268, 76, 1281]
bihad-col-1: कांदा निर्यातीवरील निर्बंध तसेच शेतीच्या विविध प्रश्नांबाबत न्यायालयाच्या निर्णयाच्या अधिन राहून पोलिसांनी आंदोलन मागे घेण्याचे आवाहन केले होते. मात्र, आंदोलक रस्त्यावरच ठाण मांडून बसले आहेत. यामुळे वाहतुकीची मोठी कोंडी होत आहे. bbox=[557, 1724, 699, 1850]
lead-first-column bbox=[11, 368, 127, 976]
tagline: सदैव आपल्या वाचकांसोबत bbox=[11, 30, 158, 46]
joke-box-title: गुद्दे नि गुदगुल्या bbox=[47, 1000, 151, 1021]
bihad-kicker: रस्ता अडविण्याकडे पोलिसांचे दुर्लक्ष, नेत्यांची फूसही कुचकामी bbox=[723, 1624, 1123, 1645]
instagram-icon[interactable]: ◎ bbox=[33, 175, 51, 193]
arrow-right-circle-icon bbox=[11, 1176, 37, 1202]
cmyk-bar-center bbox=[497, 2448, 548, 2459]
police-subhead: शहरभर गुन्हेगारांची शोध मोहीम जोरात bbox=[1173, 2088, 1384, 2106]
band-four bbox=[11, 2018, 1490, 2327]
epaper-url[interactable]: epaper.navarashtra.com bbox=[11, 149, 165, 169]
bjp-box-title: जिल्ह्यात अजित पवार 'दादा' bbox=[183, 2080, 379, 2102]
police-headline-l1: सहा तडीपारसह सात जण bbox=[1152, 2017, 1405, 2049]
bjp-story bbox=[11, 2018, 843, 2298]
morcha-side-body: मोर्चा के. जे. मेहता हायस्कूल ते वन विभाग कार्यालय या मार्गाने काढण्यात आला. या मार्गावर मोठ्या प्रमाणात वाहतूक कोंडी झाली होती. पोलिसांनी पर्यायी मार्गाने वाहने वळविली. आंदोलन सुमारे दोन तास चालले. त्यानंतर अधिकाऱ्यांनी दिलेल्या आश्वासनानंतर आंदोलन मागे घेण्यात आले. bbox=[1327, 1070, 1490, 1196]
lingbhed-quote-attribution: - डॉ. जी. डी. रेड्डी bbox=[1425, 512, 1490, 525]
lingbhed-quote-text: लोकसभा १३% आणि राज्यसभेत १७% महिलांच्या प्रतिनिधित्वात असमानता आहे. देशात स्थानिक स्वराज्य संस्थांमध्ये ५० टक्के आरक्षण असले तरी निर्णय प्रक्रियेत महिलांचा सहभाग अत्यंत कमी आहे. महिला सक्षमीकरणासाठी मानसिकता बदलणे गरजेचे आहे. bbox=[1317, 395, 1490, 506]
attack-photo bbox=[388, 1692, 532, 1808]
lingbhed-top bbox=[1067, 384, 1490, 595]
bullet-dot-icon bbox=[611, 999, 622, 1010]
morcha-col-1: उपनगर परिसरात बिबट्याचा वावर वाढल्याने नागरिकांमध्ये भीतीचे वातावरण पसरले आहे. वनविभागाकडून बिबट्याचा बंदोबस्त होत नसल्याने संतप्त नागरिकांनी शनिवारी नाशिकरोड येथे मोर्चा काढून वन विभागाच्या कार्यालयात ठिय्या आंदोलन सुद्धा केले होते. bbox=[557, 1070, 740, 1181]
shinde-photo bbox=[337, 1088, 431, 1175]
short-news-body-1: सोशल मीडियावर रिल करणे एका तरुणाला महागात पडले आहे. ट्रॅफिक नियमांचे उल्लंघन करत भरधाव वेगाने दुचाकी चालवून रिल करणाऱ्या तरुणाविरुद्ध पोलिसांनी गुन्हा दाखल केला आहे. मुंबई नाका पोलिस ठाण्याच्या हद्दीत घडलेल्या या प्रकारानंतर उपनगर अंतर्गत (२२ र.) राज्य मार्गावर दुचाकी चालवताना मोटारसायकलचा व्हिडिओ व्हायरल झाला होता. इन्स्टाग्रामवर हा व्हिडिओ प्रसारित झाल्यानंतर पोलिसांनी तपास करत संबंधित तरुणाचा शोध घेतला. bbox=[11, 1268, 218, 1425]
shinde-headline-line1: कार्यकर्ता मेळाव्यातून bbox=[289, 991, 479, 1020]
short-news-dateline-2: नाशिक (प्र.) bbox=[23, 1494, 71, 1506]
header-rule-thick bbox=[11, 270, 1490, 272]
suicide-victim-note: रामधर यादव (२८, र. उपनगर) असे मयताचे नाव आहे. bbox=[864, 2296, 1046, 2325]
shinde-subhead: उपमुख्यमंत्री एकनाथ शिंदे आज नाशकात bbox=[272, 1056, 496, 1074]
promo-photo bbox=[1374, 54, 1490, 169]
